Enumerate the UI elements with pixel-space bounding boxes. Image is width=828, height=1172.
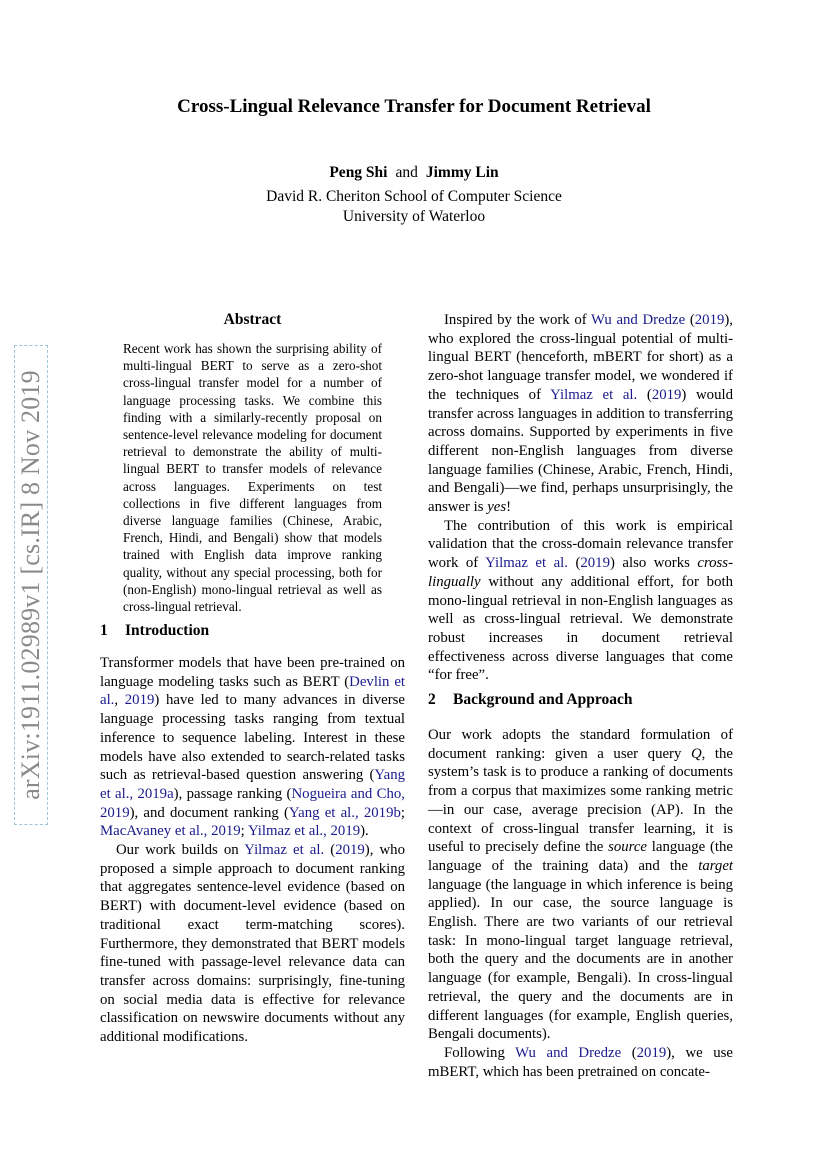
affiliation-department: David R. Cheriton School of Computer Science xyxy=(266,188,562,205)
emphasis: yes xyxy=(487,499,507,516)
text-run: ), and document ranking ( xyxy=(129,804,289,821)
text-run: ( xyxy=(324,842,336,859)
text-run: Our work adopts the standard formulation of document ranking: given a user query xyxy=(428,727,733,762)
affiliation-university: University of Waterloo xyxy=(342,208,486,225)
text-run: ) would transfer across languages in addition to transferring across domains. Supported by experiments in five different non-English languages from diverse language families (Chinese, Arabic, French, Hindi, and Bengali)—we find, perhaps unsurprisingly, the answer is xyxy=(428,386,733,516)
citation-link[interactable]: Devlin et al. xyxy=(100,673,405,709)
emphasis: target xyxy=(698,857,733,874)
paragraph xyxy=(100,654,405,841)
citation-link[interactable]: Wu and Dredze xyxy=(515,1044,622,1061)
section-number: 1 xyxy=(100,622,108,639)
author-name: Peng Shi xyxy=(329,164,388,181)
paragraph xyxy=(428,517,733,685)
text-run: ( xyxy=(685,312,695,328)
section-title: Background and Approach xyxy=(453,691,633,708)
section-number: 2 xyxy=(428,691,436,708)
emphasis: cross-lingually xyxy=(428,555,733,590)
text-run: ( xyxy=(637,386,652,403)
abstract-heading: Abstract xyxy=(223,311,282,328)
text-run: language (the language of the training data) and the xyxy=(428,839,733,874)
text-run: Inspired by the work of xyxy=(444,312,592,328)
arxiv-identifier: arXiv:1911.02989v1 [cs.IR] 8 Nov 2019 xyxy=(16,370,45,800)
section-title: Introduction xyxy=(125,622,210,639)
citation-link[interactable]: Yilmaz et al. xyxy=(244,842,325,859)
text-run: ; xyxy=(240,823,248,840)
left-column-body xyxy=(100,654,405,1047)
citation-link[interactable]: Nogueira and Cho, 2019 xyxy=(100,785,405,821)
citation-link[interactable]: 2019 xyxy=(651,386,682,403)
paragraph xyxy=(428,311,733,517)
text-run: ( xyxy=(567,555,581,572)
text-run: Our work builds on xyxy=(116,842,245,859)
affiliation xyxy=(0,187,828,227)
author-conjunction: and xyxy=(395,164,418,181)
text-run: ( xyxy=(621,1044,637,1061)
text-run: Transformer models that have been pre-trained on language modeling tasks such as BERT ( xyxy=(100,655,405,690)
text-run: language (the language in which inference is being applied). In our case, the source language is English. There are two variants of our retrieval task: In mono-lingual target language retrieval, both the query and the documents are in another language (for example, Bengali). In cross-lingual retrieval, the query and the documents are in different languages (for example, English queries, Bengali documents). xyxy=(428,876,733,1043)
text-run: without any additional effort, for both mono-lingual retrieval in non-English languages as well as cross-lingual retrieval. We demonstrate robust increases in document retrieval effectiveness across diverse languages that come “for free”. xyxy=(428,573,733,684)
citation-link[interactable]: Yilmaz et al., 2019 xyxy=(247,823,361,840)
right-column-body xyxy=(428,311,733,685)
text-run: ). xyxy=(360,823,369,840)
section-heading-background xyxy=(428,691,632,709)
paragraph xyxy=(428,726,733,1044)
arxiv-sidebar-stamp[interactable] xyxy=(14,345,48,825)
citation-link[interactable]: Yang et al., 2019b xyxy=(288,804,401,821)
author-name: Jimmy Lin xyxy=(425,164,499,181)
emphasis: source xyxy=(608,839,647,856)
math-variable: Q xyxy=(690,745,702,762)
text-run: ; xyxy=(400,804,406,821)
citation-link[interactable]: Yilmaz et al. xyxy=(550,386,638,403)
text-run: ), who explored the cross-lingual potential of multi-lingual BERT (henceforth, mBERT for short) as a zero-shot language transfer model, we wondered if the techniques of xyxy=(428,312,733,403)
text-run: ) also works xyxy=(609,555,698,572)
section-heading-introduction xyxy=(100,622,209,640)
author-line xyxy=(0,164,828,182)
text-run: ), we use mBERT, which has been pretrained on concate- xyxy=(428,1044,733,1080)
text-run: ! xyxy=(506,499,512,516)
citation-link[interactable]: 2019 xyxy=(580,555,610,572)
citation-link[interactable]: 2019 xyxy=(694,312,725,328)
citation-link[interactable]: 2019 xyxy=(636,1044,667,1061)
citation-link[interactable]: Yilmaz et al. xyxy=(485,555,568,572)
text-run: ) have led to many advances in diverse language processing tasks ranging from textual inference to sequence labeling. Interest in these models have also extended to search-related tasks such as retrieval-based question answering ( xyxy=(100,692,405,784)
citation-link[interactable]: MacAvaney et al., 2019 xyxy=(100,823,241,840)
text-run: Following xyxy=(444,1044,516,1061)
citation-link[interactable]: Yang et al., 2019a xyxy=(100,767,405,802)
right-column-section-2 xyxy=(428,726,733,1081)
text-run: , xyxy=(114,692,125,709)
citation-link[interactable]: 2019 xyxy=(335,842,365,859)
paragraph xyxy=(428,1044,733,1081)
text-run: , the system’s task is to produce a ranking of documents from a corpus that maximizes some ranking metric—in our case, average precision (AP). In the context of cross-lingual transfer learning, it is useful to precisely define the xyxy=(428,745,734,856)
abstract-body: Recent work has shown the surprising ability of multi-lingual BERT to serve as a zero-shot cross-lingual transfer model for a number of language processing tasks. We combine this finding with a similarly-recently proposal on sentence-level relevance modeling for document retrieval to demonstrate the ability of multi-lingual BERT to transfer models of relevance across languages. Experiments on test collections in five different languages from diverse language families (Chinese, Arabic, French, Hindi, and Bengali) show that models trained with English data improve ranking quality, without any special processing, both for (non-English) mono-lingual retrieval as well as cross-lingual retrieval. xyxy=(123,341,382,615)
text-run: ), passage ranking ( xyxy=(173,785,292,802)
paragraph xyxy=(100,841,405,1047)
text-run: The contribution of this work is empirical validation that the cross-domain relevance transfer work of xyxy=(428,517,733,572)
citation-link[interactable]: 2019 xyxy=(124,692,155,709)
text-run: ), who proposed a simple approach to document ranking that aggregates sentence-level evidence (based on BERT) with document-level evidence (based on traditional exact term-matching scores). Furthermore, they demonstrated that BERT models fine-tuned with passage-level relevance data can transfer across domains: surprisingly, fine-tuning on social media data is effective for relevance classification on newswire documents without any additional modifications. xyxy=(100,842,405,1046)
citation-link[interactable]: Wu and Dredze xyxy=(591,312,686,328)
paper-title: Cross-Lingual Relevance Transfer for Document Retrieval xyxy=(177,96,651,117)
